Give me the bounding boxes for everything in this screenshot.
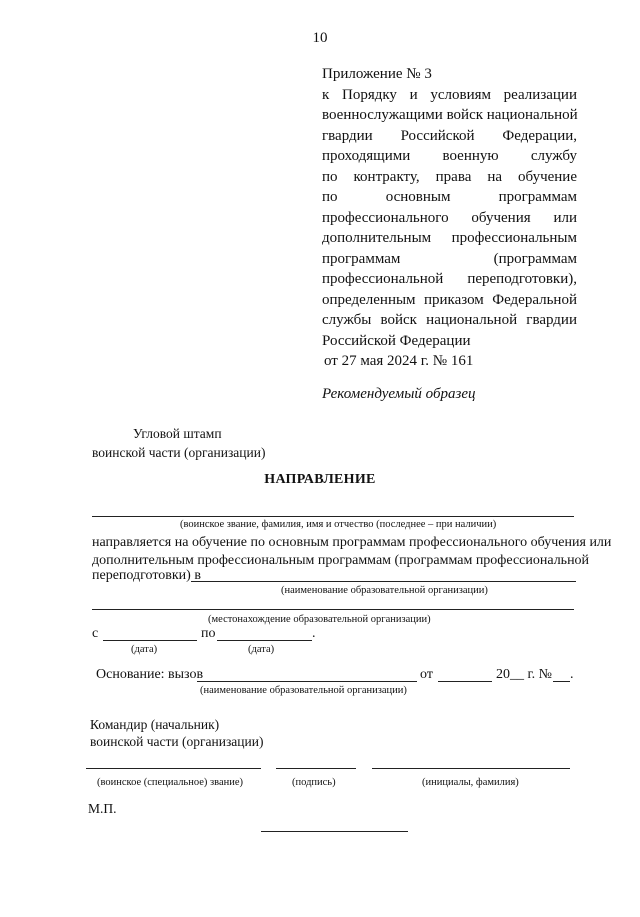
direction-text-line: направляется на обучение по основным программам профессионального обучения или bbox=[92, 535, 612, 550]
page-number: 10 bbox=[312, 30, 328, 46]
stamp-label: Угловой штамп bbox=[133, 426, 222, 441]
commander-label: Командир (начальник) bbox=[90, 717, 220, 732]
direction-text-line: дополнительным профессиональным программам (программам профессиональной bbox=[92, 553, 590, 568]
document-title: НАПРАВЛЕНИЕ bbox=[264, 472, 376, 487]
appendix-date-line: от 27 мая 2024 г. № 161 bbox=[324, 353, 474, 369]
appendix-header bbox=[322, 64, 577, 372]
appendix-line: службы войск национальной гвардии bbox=[322, 312, 577, 328]
period-from-label: с bbox=[92, 626, 99, 641]
basis-from-label: от bbox=[420, 667, 433, 682]
basis-label: Основание: вызов bbox=[96, 667, 204, 682]
direction-text bbox=[92, 534, 612, 570]
basis-year-label: 20__ г. № bbox=[496, 667, 553, 682]
signature-field-line[interactable] bbox=[276, 768, 356, 769]
signature-caption: (подпись) bbox=[292, 777, 336, 788]
appendix-line: профессионального обучения или bbox=[322, 209, 577, 226]
appendix-line: определенным приказом Федеральной bbox=[322, 291, 577, 308]
initials-caption: (инициалы, фамилия) bbox=[422, 777, 519, 788]
appendix-line: гвардии Российской Федерации, bbox=[322, 127, 577, 144]
appendix-line: программам (программам bbox=[322, 250, 577, 267]
period-to-label: по bbox=[201, 626, 216, 641]
stamp-unit-label: воинской части (организации) bbox=[92, 445, 266, 460]
appendix-line: по основным программам bbox=[322, 189, 577, 205]
bottom-divider bbox=[261, 831, 408, 832]
seal-label: М.П. bbox=[88, 801, 117, 816]
date-from-field-line[interactable] bbox=[103, 640, 197, 641]
rank-field-line[interactable] bbox=[86, 768, 261, 769]
person-field-caption: (воинское звание, фамилия, имя и отчество (последнее – при наличии) bbox=[180, 519, 497, 530]
appendix-line: Приложение № 3 bbox=[322, 66, 432, 82]
rank-caption: (воинское (специальное) звание) bbox=[97, 777, 244, 788]
appendix-line: проходящими военную службу bbox=[322, 148, 577, 164]
person-field-line[interactable] bbox=[92, 516, 574, 517]
commander-unit-label: воинской части (организации) bbox=[90, 734, 264, 749]
basis-org-caption: (наименование образовательной организации) bbox=[200, 685, 407, 696]
date-to-field-line[interactable] bbox=[217, 640, 312, 641]
org-name-caption: (наименование образовательной организации) bbox=[281, 585, 488, 596]
appendix-line: профессиональной переподготовки), bbox=[322, 271, 577, 287]
basis-end-dot: . bbox=[570, 667, 574, 682]
basis-org-field-line[interactable] bbox=[197, 681, 417, 682]
period-end-dot: . bbox=[312, 626, 316, 641]
appendix-line: по контракту, права на обучение bbox=[322, 168, 577, 185]
org-name-field-line[interactable] bbox=[191, 581, 576, 582]
appendix-line: военнослужащими войск национальной bbox=[322, 107, 578, 123]
date-to-caption: (дата) bbox=[248, 644, 275, 655]
basis-date-field-line[interactable] bbox=[438, 681, 492, 682]
date-from-caption: (дата) bbox=[131, 644, 158, 655]
location-field-line[interactable] bbox=[92, 609, 574, 610]
recommended-sample-label: Рекомендуемый образец bbox=[322, 386, 476, 402]
appendix-line: дополнительным профессиональным bbox=[322, 230, 577, 246]
appendix-line: к Порядку и условиям реализации bbox=[322, 86, 577, 103]
retraining-label: переподготовки) в bbox=[92, 568, 201, 583]
appendix-line: Российской Федерации bbox=[322, 332, 471, 349]
location-caption: (местонахождение образовательной организации) bbox=[208, 614, 431, 625]
basis-number-field-line[interactable] bbox=[553, 681, 570, 682]
initials-field-line[interactable] bbox=[372, 768, 570, 769]
